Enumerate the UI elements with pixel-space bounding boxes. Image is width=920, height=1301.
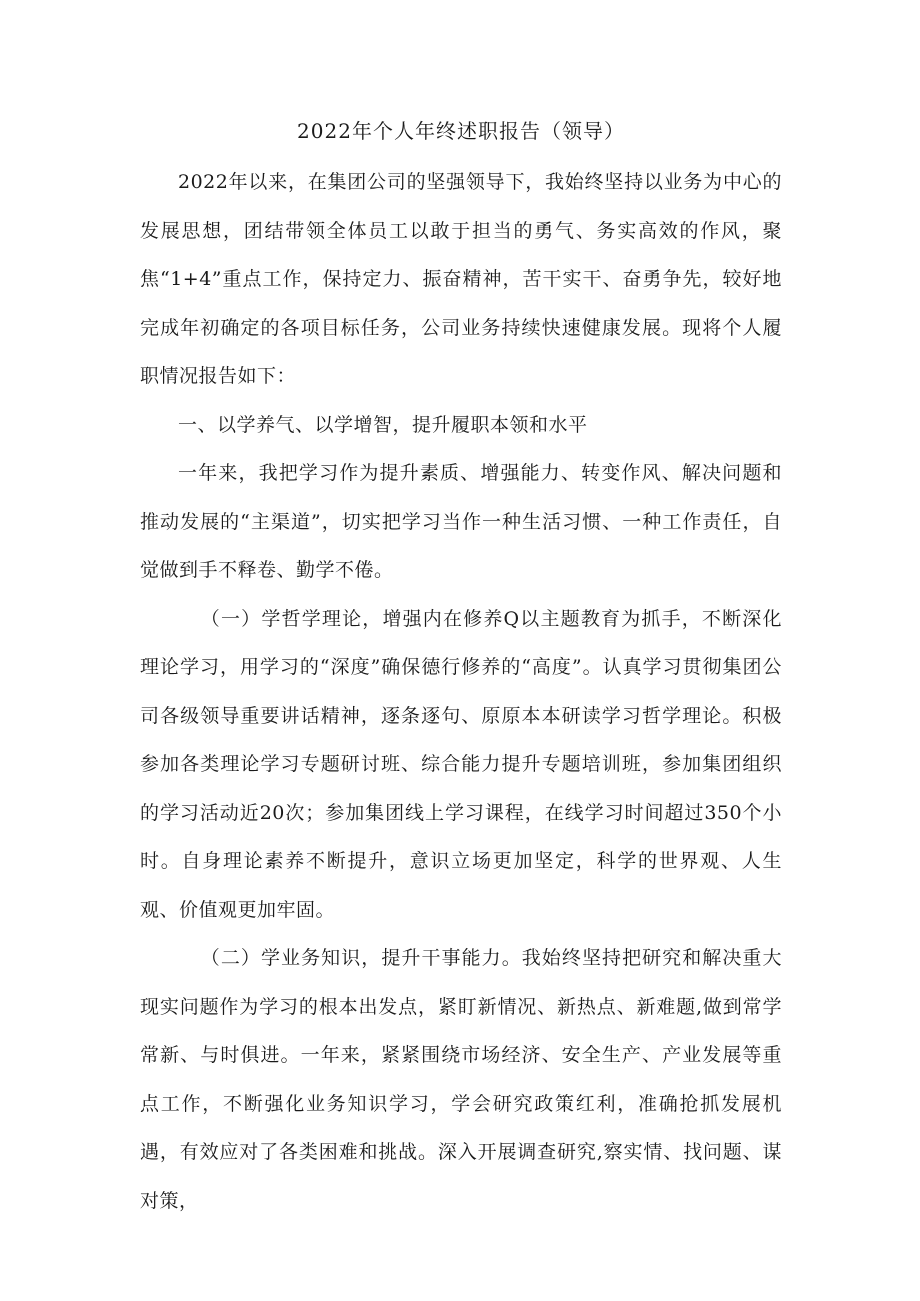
document-title: 2022年个人年终述职报告（领导） (297, 119, 625, 143)
section-heading-1: 一、以学养气、以学增智，提升履职本领和水平 (178, 413, 588, 436)
section-1-paragraph: 一年来，我把学习作为提升素质、增强能力、转变作风、解决问题和推动发展的“主渠道”，切实把学习当作一种生活习惯、一种工作责任，自觉做到手不释卷、勤学不倦。 (140, 462, 782, 581)
subsection-1-paragraph: （一）学哲学理论，增强内在修养Q以主题教育为抓手，不断深化理论学习，用学习的“深度”确保德行修养的“高度”。认真学习贯彻集团公司各级领导重要讲话精神，逐条逐句、原原本本研读学习哲学理论。积极参加各类理论学习专题研讨班、综合能力提升专题培训班，参加集团组织的学习活动近20次；参加集团线上学习课程，在线学习时间超过350个小时。自身理论素养不断提升，意识立场更加坚定，科学的世界观、人生观、价值观更加牢固。 (140, 607, 782, 921)
subsection-2-paragraph: （二）学业务知识，提升干事能力。我始终坚持把研究和解决重大现实问题作为学习的根本出发点，紧盯新情况、新热点、新难题,做到常学常新、与时俱进。一年来，紧紧围绕市场经济、安全生产、产业发展等重点工作，不断强化业务知识学习，学会研究政策红利，准确抢抓发展机遇，有效应对了各类困难和挑战。深入开展调查研究,察实情、找问题、谋对策， (140, 947, 782, 1212)
intro-paragraph: 2022年以来，在集团公司的坚强领导下，我始终坚持以业务为中心的发展思想，团结带领全体员工以敢于担当的勇气、务实高效的作风，聚焦“1+4”重点工作，保持定力、振奋精神，苦干实干、奋勇争先，较好地完成年初确定的各项目标任务，公司业务持续快速健康发展。现将个人履职情况报告如下： (140, 171, 782, 387)
document-body (140, 116, 782, 1225)
